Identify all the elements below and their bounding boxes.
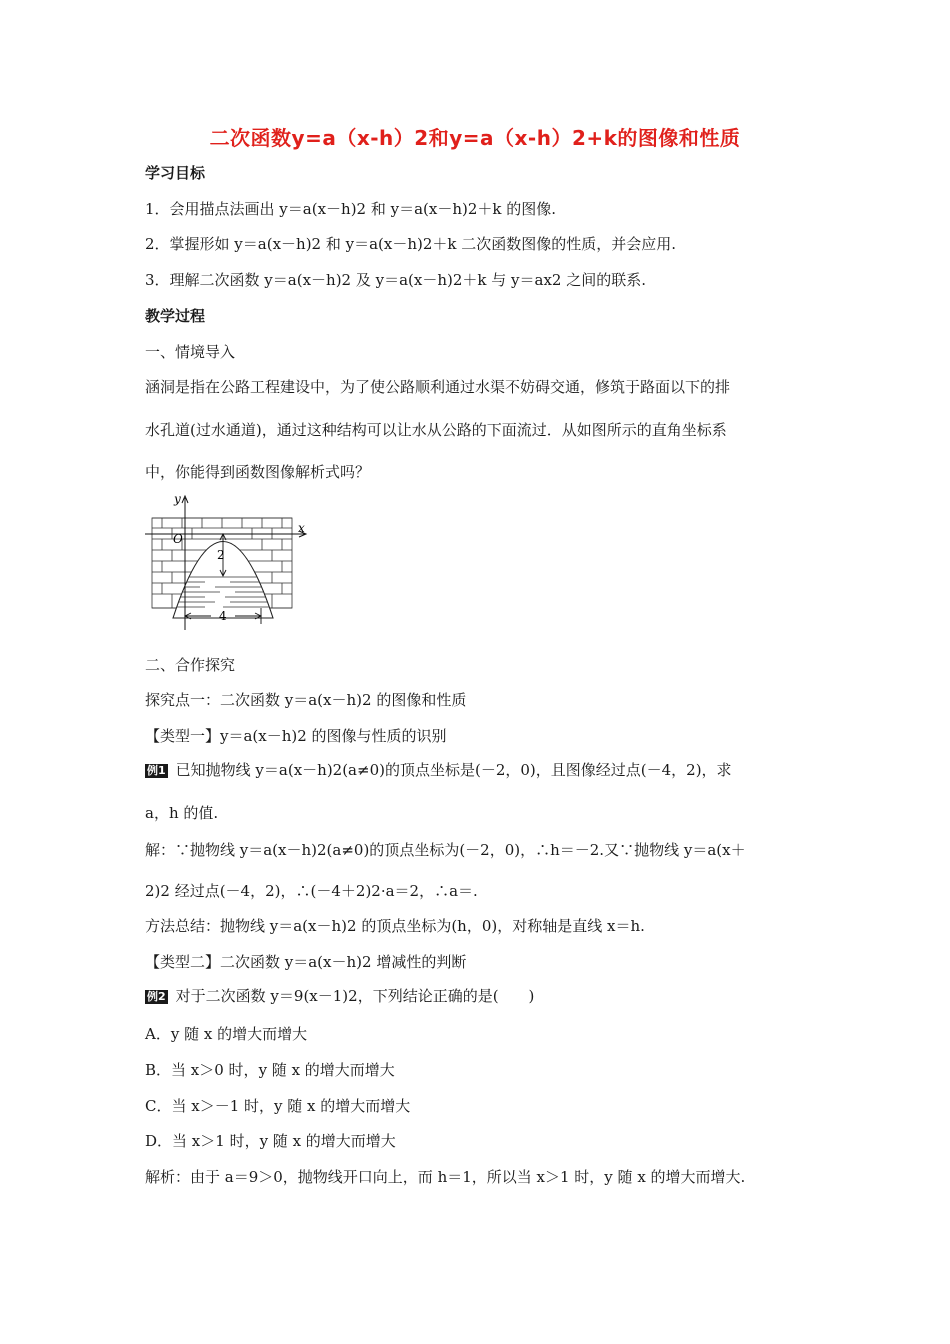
intro-paragraph-line-3: 中，你能得到函数图像解析式吗？ [145, 463, 371, 481]
height-label: 2 [217, 548, 225, 562]
type-heading-1: 【类型一】y＝a(x－h)2 的图像与性质的识别 [145, 727, 447, 745]
y-axis-label: y [174, 492, 181, 506]
objective-item-1: 1．会用描点法画出 y＝a(x－h)2 和 y＝a(x－h)2＋k 的图像. [145, 200, 557, 218]
origin-label: O [173, 532, 183, 546]
option-c: C．当 x＞－1 时，y 随 x 的增大而增大 [145, 1097, 411, 1115]
solution-line-1: 解：∵抛物线 y＝a(x－h)2(a≠0)的顶点坐标为(－2，0)，∴h＝－2.又∵抛物线 y＝a(x＋ [145, 841, 746, 859]
example-1-badge: 例1 [147, 764, 166, 777]
example-2-line [145, 986, 534, 1006]
method-summary: 方法总结：抛物线 y＝a(x－h)2 的顶点坐标为(h，0)，对称轴是直线 x＝h. [145, 917, 645, 935]
exploration-point-1: 探究点一：二次函数 y＝a(x－h)2 的图像和性质 [145, 691, 467, 709]
objectives-heading: 学习目标 [145, 164, 206, 182]
page-title: 二次函数y=a（x-h）2和y=a（x-h）2+k的图像和性质 [209, 126, 741, 150]
section-heading-2: 二、合作探究 [145, 656, 236, 674]
section-heading-1: 一、情境导入 [145, 343, 236, 361]
objective-item-3: 3．理解二次函数 y＝a(x－h)2 及 y＝a(x－h)2＋k 与 y＝ax2 之间的联系. [145, 271, 647, 289]
intro-paragraph-line-2: 水孔道(过水通道)，通过这种结构可以让水从公路的下面流过．从如图所示的直角坐标系 [145, 421, 727, 439]
objective-item-2: 2．掌握形如 y＝a(x－h)2 和 y＝a(x－h)2＋k 二次函数图像的性质，并会应用. [145, 235, 677, 253]
culvert-figure [145, 490, 315, 630]
example-1-text: 已知抛物线 y＝a(x－h)2(a≠0)的顶点坐标是(－2，0)，且图像经过点(－4，2)，求 [175, 761, 732, 779]
x-axis-label: x [298, 521, 305, 535]
option-b: B．当 x＞0 时，y 随 x 的增大而增大 [145, 1061, 395, 1079]
width-label: 4 [219, 609, 227, 623]
option-d: D．当 x＞1 时，y 随 x 的增大而增大 [145, 1132, 396, 1150]
intro-paragraph-line-1: 涵洞是指在公路工程建设中，为了使公路顺利通过水渠不妨碍交通，修筑于路面以下的排 [145, 378, 731, 396]
option-a: A．y 随 x 的增大而增大 [145, 1025, 308, 1043]
example-2-text: 对于二次函数 y＝9(x－1)2，下列结论正确的是( ) [175, 987, 535, 1005]
process-heading: 教学过程 [145, 307, 206, 325]
example-2-badge: 例2 [147, 990, 166, 1003]
example-1-line-2: a，h 的值. [145, 804, 219, 822]
solution-line-2: 2)2 经过点(－4，2)，∴(－4＋2)2·a＝2，∴a＝. [145, 882, 478, 900]
example-1-line-1 [145, 760, 732, 780]
type-heading-2: 【类型二】二次函数 y＝a(x－h)2 增减性的判断 [145, 953, 467, 971]
analysis: 解析：由于 a＝9＞0，抛物线开口向上，而 h＝1，所以当 x＞1 时，y 随 x 的增大而增大. [145, 1168, 746, 1186]
